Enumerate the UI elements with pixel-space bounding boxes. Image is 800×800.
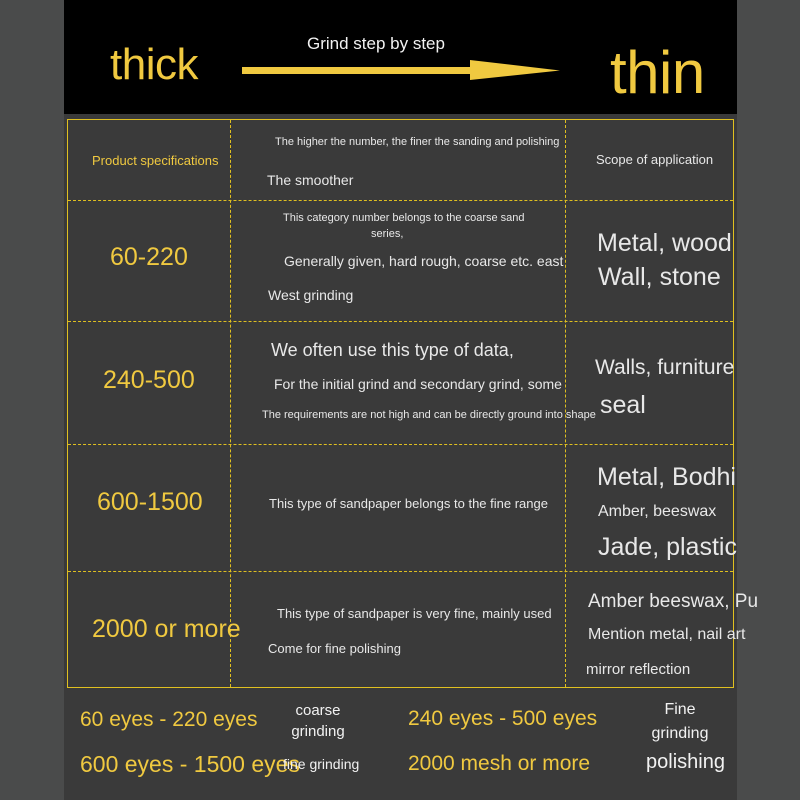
description-line: Generally given, hard rough, coarse etc. east <box>284 253 564 269</box>
description-line: The requirements are not high and can be directly ground into shape <box>262 409 596 421</box>
description-line: West grinding <box>268 287 354 303</box>
grind-step-caption: Grind step by step <box>307 34 445 53</box>
header-description-line: The higher the number, the finer the sanding and polishing <box>275 136 560 148</box>
scope-line: Amber, beeswax <box>598 503 717 520</box>
spec-value: 60-220 <box>110 243 188 271</box>
scope-line: Metal, Bodhi <box>597 463 736 491</box>
description-line: series, <box>371 228 404 240</box>
scope-line: Walls, furniture <box>595 356 735 379</box>
scope-line: Amber beeswax, Pu <box>588 591 759 612</box>
legend-label-line: grinding <box>651 725 709 742</box>
column-divider <box>230 120 231 687</box>
spec-value: 240-500 <box>103 366 195 394</box>
scope-line: Metal, wood <box>597 229 732 257</box>
description-line: For the initial grind and secondary grind, some <box>274 376 562 392</box>
header-banner <box>64 0 737 114</box>
row-divider <box>68 444 733 445</box>
right-arrow-icon <box>240 58 560 84</box>
legend-label-coarse-grinding: coarse grinding <box>291 702 345 740</box>
scope-line: seal <box>600 391 646 419</box>
thin-label: thin <box>610 39 705 106</box>
legend-label-polishing: polishing <box>646 751 725 773</box>
description-line: This category number belongs to the coarse sand <box>283 212 525 224</box>
legend-range-2000-plus: 2000 mesh or more <box>408 752 591 775</box>
row-divider <box>68 321 733 322</box>
legend-label-fine-grinding <box>640 698 720 746</box>
row-divider <box>68 200 733 201</box>
legend-range-240-500: 240 eyes - 500 eyes <box>408 707 598 730</box>
sandpaper-guide <box>64 0 759 800</box>
scope-line: Wall, stone <box>598 263 721 291</box>
legend-label-line: Fine <box>664 701 696 718</box>
description-line: This type of sandpaper belongs to the fine range <box>269 496 548 511</box>
thick-label: thick <box>110 40 198 89</box>
spec-table <box>67 119 759 688</box>
column-divider <box>565 120 566 687</box>
description-line: Come for fine polishing <box>268 641 401 656</box>
scope-line: mirror reflection <box>586 661 691 678</box>
spec-value: 600-1500 <box>97 488 203 516</box>
header-product-specifications: Product specifications <box>92 153 219 168</box>
description-line: This type of sandpaper is very fine, mainly used <box>277 606 552 621</box>
description-line: We often use this type of data, <box>271 340 514 360</box>
header-scope-of-application: Scope of application <box>596 152 714 167</box>
legend-range-600-1500: 600 eyes - 1500 eyes <box>80 751 300 777</box>
row-divider <box>68 571 733 572</box>
scope-line: Mention metal, nail art <box>588 626 746 643</box>
legend-label-fine-grinding-2: fine grinding <box>283 756 360 772</box>
legend-range-60-220: 60 eyes - 220 eyes <box>80 708 258 731</box>
spec-value: 2000 or more <box>92 615 241 643</box>
scope-line: Jade, plastic <box>598 533 737 561</box>
header-description-line: The smoother <box>267 172 354 188</box>
